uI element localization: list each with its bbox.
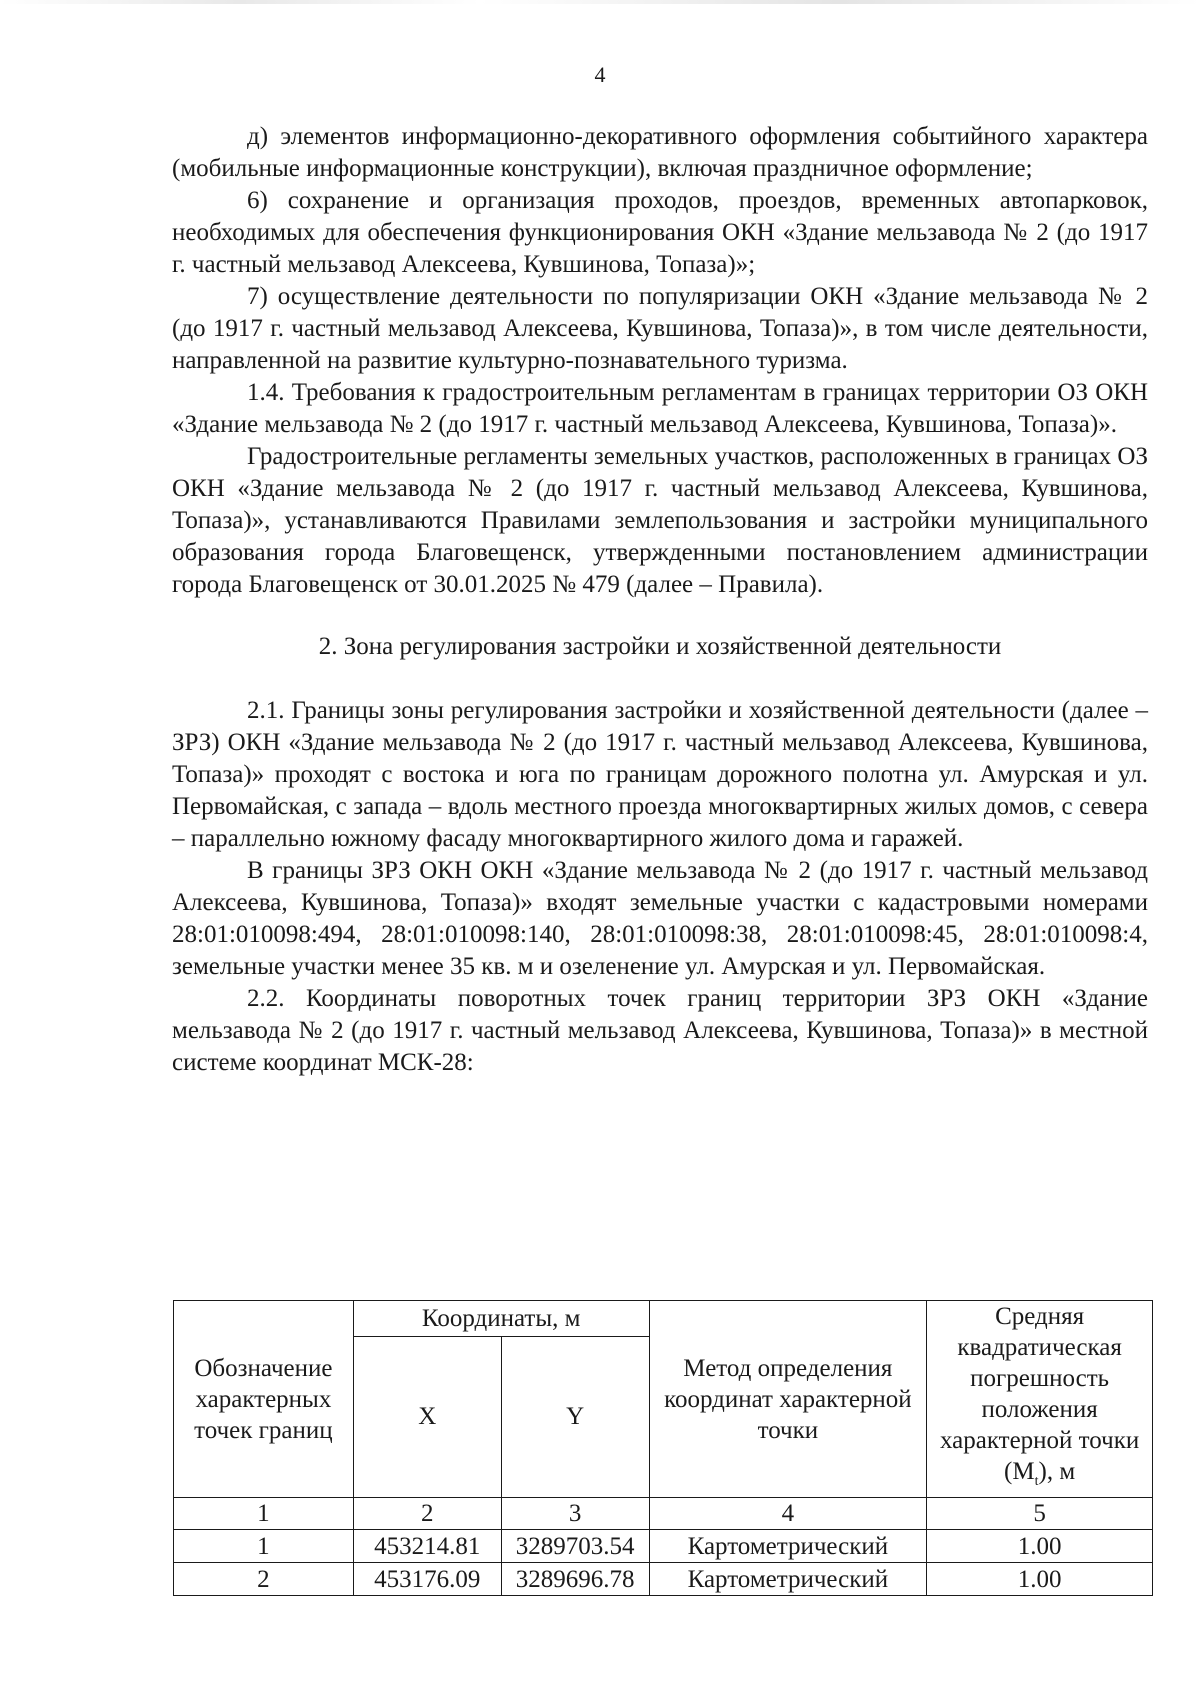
cell-x: 453214.81: [353, 1530, 501, 1563]
page-number: 4: [594, 62, 606, 87]
paragraph-regulations: Градостроительные регламенты земельных участков, расположенных в границах ОЗ ОКН «Здание мельзавода № 2 (до 1917 г. частный мельзавод Алексеева, Кувшинова, Топаза)», устанавливаются Правилами землепользования и застройки муниципального образования города Благовещенск, утвержденными постановлением администрации города Благовещенск от 30.01.2025 № 479 (далее – Правила).: [172, 443, 1148, 598]
cell-y: 3289696.78: [501, 1563, 649, 1596]
coordinates-table: [173, 1300, 1153, 1596]
cell-point: 2: [174, 1563, 354, 1596]
paragraph-2-1: 2.1. Границы зоны регулирования застройки и хозяйственной деятельности (далее – ЗРЗ) ОКН «Здание мельзавода № 2 (до 1917 г. частный мельзавод Алексеева, Кувшинова, Топаза)» проходят с востока и юга по границам дорожного полотна ул. Амурская и ул. Первомайская, с запада – вдоль местного проезда многоквартирных жилых домов, с севера – параллельно южному фасаду многоквартирного жилого дома и гаражей.: [172, 697, 1148, 852]
cell-error: 1.00: [927, 1563, 1153, 1596]
header-error: [927, 1301, 1153, 1498]
document-body: [172, 121, 1148, 1079]
paragraph-item-7: 7) осуществление деятельности по популяризации ОКН «Здание мельзавода № 2 (до 1917 г. частный мельзавод Алексеева, Кувшинова, Топаза)», в том числе деятельности, направленной на развитие культурно-познавательного туризма.: [172, 283, 1148, 374]
table-row: [174, 1563, 1153, 1596]
paragraph-item-6: 6) сохранение и организация проходов, проездов, временных автопарковок, необходимых для обеспечения функционирования ОКН «Здание мельзавода № 2 (до 1917 г. частный мельзавод Алексеева, Кувшинова, Топаза)»;: [172, 187, 1148, 278]
cell-x: 453176.09: [353, 1563, 501, 1596]
section-heading: 2. Зона регулирования застройки и хозяйственной деятельности: [318, 633, 1002, 660]
cell-method: Картометрический: [649, 1530, 927, 1563]
scan-edge: [0, 0, 1200, 4]
paragraph-1-4: 1.4. Требования к градостроительным регламентам в границах территории ОЗ ОКН «Здание мельзавода № 2 (до 1917 г. частный мельзавод Алексеева, Кувшинова, Топаза)».: [172, 379, 1148, 438]
column-number: 5: [927, 1498, 1153, 1530]
header-coordinates: Координаты, м: [353, 1301, 649, 1337]
header-error-sub: t: [1034, 1474, 1039, 1489]
header-designation: Обозначение характерных точек границ: [174, 1301, 354, 1498]
cell-error: 1.00: [927, 1530, 1153, 1563]
column-number-row: [174, 1498, 1153, 1530]
cell-y: 3289703.54: [501, 1530, 649, 1563]
cell-point: 1: [174, 1530, 354, 1563]
column-number: 2: [353, 1498, 501, 1530]
cell-method: Картометрический: [649, 1563, 927, 1596]
paragraph-item-d: д) элементов информационно-декоративного оформления событийного характера (мобильные информационные конструкции), включая праздничное оформление;: [172, 123, 1148, 182]
column-number: 1: [174, 1498, 354, 1530]
header-error-tail: ), м: [1038, 1458, 1076, 1485]
paragraph-zrz-plots: В границы ЗРЗ ОКН ОКН «Здание мельзавода № 2 (до 1917 г. частный мельзавод Алексеева, Кувшинова, Топаза)» входят земельные участки с кадастровыми номерами 28:01:010098:494, 28:01:010098:140, 28:01:010098:38, 28:01:010098:45, 28:01:010098:4, земельные участки менее 35 кв. м и озеленение ул. Амурская и ул. Первомайская.: [172, 857, 1148, 980]
header-y: Y: [501, 1336, 649, 1497]
header-x: X: [353, 1336, 501, 1497]
header-error-text: Средняя квадратическая погрешность положения характерной точки (M: [939, 1303, 1140, 1485]
column-number: 3: [501, 1498, 649, 1530]
column-number: 4: [649, 1498, 927, 1530]
header-method: Метод определения координат характерной точки: [649, 1301, 927, 1498]
paragraph-2-2: 2.2. Координаты поворотных точек границ территории ЗРЗ ОКН «Здание мельзавода № 2 (до 1917 г. частный мельзавод Алексеева, Кувшинова, Топаза)» в местной системе координат МСК-28:: [172, 985, 1148, 1076]
table-row: [174, 1530, 1153, 1563]
